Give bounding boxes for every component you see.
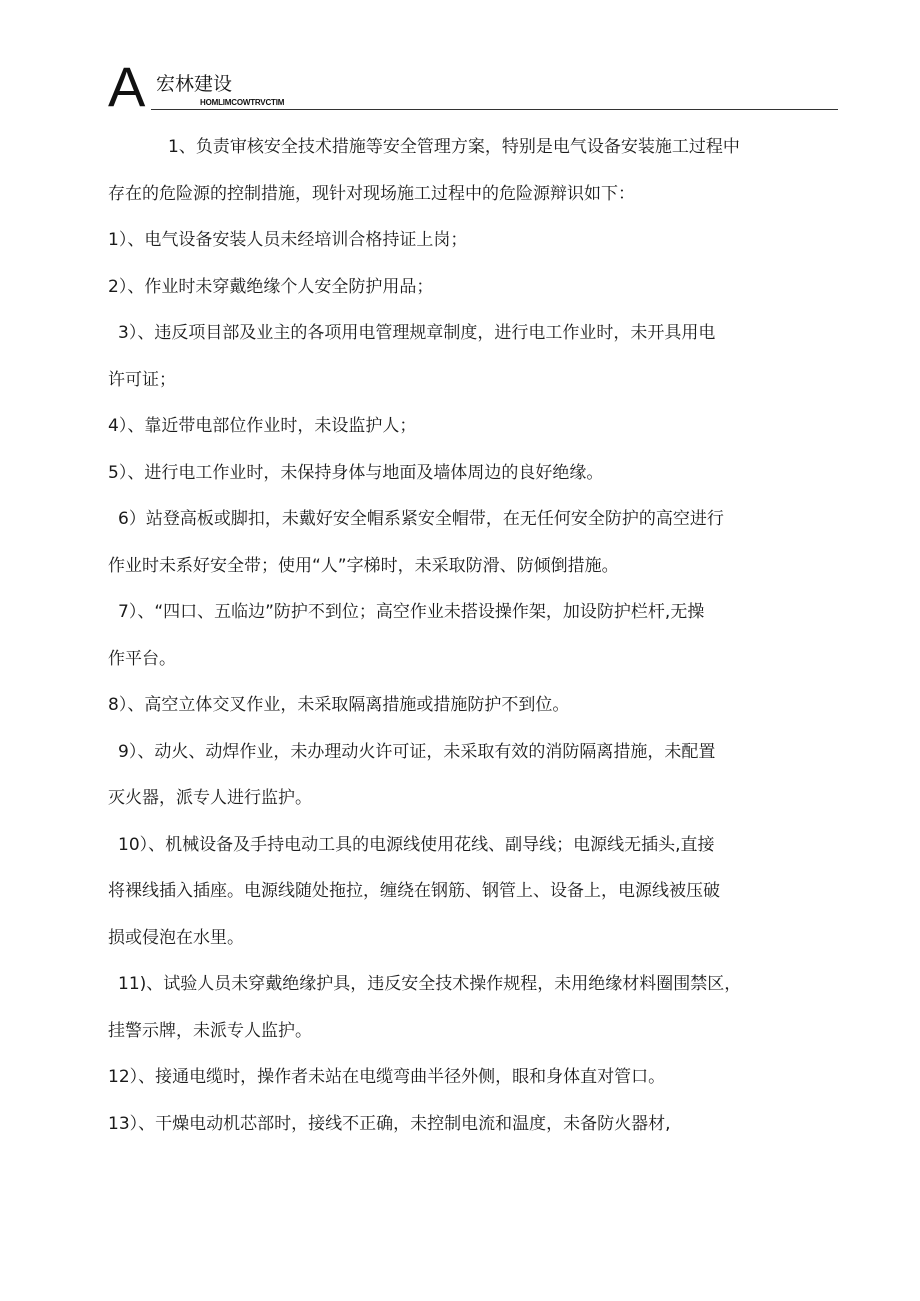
list-item: 1）、电气设备安装人员未经培训合格持证上岗； xyxy=(108,230,468,250)
list-item: 10）、机械设备及手持电动工具的电源线使用花线、副导线；电源线无插头,直接 xyxy=(118,834,715,855)
list-item: 12）、接通电缆时，操作者未站在电缆弯曲半径外侧，眼和身体直对管口。 xyxy=(108,1067,666,1087)
list-item-continuation: 挂警示牌，未派专人监护。 xyxy=(108,1020,312,1041)
header-divider xyxy=(151,109,838,110)
list-item: 7）、“四口、五临边”防护不到位；高空作业未搭设操作架，加设防护栏杆,无操 xyxy=(118,602,705,622)
list-item: 8）、高空立体交叉作业，未采取隔离措施或措施防护不到位。 xyxy=(108,695,570,715)
list-item: 6）站登高板或脚扣，未戴好安全帽系紧安全帽带，在无任何安全防护的高空进行 xyxy=(118,509,724,529)
list-item: 13）、干燥电动机芯部时，接线不正确，未控制电流和温度，未备防火器材, xyxy=(108,1113,671,1134)
list-item-continuation: 作业时未系好安全带；使用“人”字梯时，未采取防滑、防倾倒措施。 xyxy=(108,555,619,576)
company-logo: A xyxy=(108,55,146,118)
list-item-continuation: 作平台。 xyxy=(108,648,176,669)
list-item: 3）、违反项目部及业主的各项用电管理规章制度，进行电工作业时，未开具用电 xyxy=(118,323,716,343)
company-name: 宏林建设 xyxy=(156,73,233,95)
list-item-continuation: 损或侵泡在水里。 xyxy=(108,927,244,948)
list-item: 2）、作业时未穿戴绝缘个人安全防护用品； xyxy=(108,276,434,297)
list-item: 11)、试验人员未穿戴绝缘护具，违反安全技术操作规程，未用绝缘材料圈围禁区， xyxy=(118,974,742,994)
paragraph-line: 1、负责审核安全技术措施等安全管理方案，特别是电气设备安装施工过程中 xyxy=(168,137,740,157)
list-item: 9）、动火、动焊作业，未办理动火许可证，未采取有效的消防隔离措施，未配置 xyxy=(118,741,716,762)
list-item: 5）、进行电工作业时，未保持身体与地面及墙体周边的良好绝缘。 xyxy=(108,462,604,483)
list-item-continuation: 将裸线插入插座。电源线随处拖拉，缠绕在钢筋、钢管上、设备上，电源线被压破 xyxy=(108,881,720,901)
list-item-continuation: 许可证； xyxy=(108,369,176,390)
list-item-continuation: 灭火器，派专人进行监护。 xyxy=(108,788,312,808)
list-item: 4）、靠近带电部位作业时，未设监护人； xyxy=(108,416,417,436)
letterhead xyxy=(108,55,838,118)
document-body xyxy=(108,124,838,1147)
company-english-name: HOMLIMCOWTRVCTIM xyxy=(200,98,285,107)
paragraph-line: 存在的危险源的控制措施，现针对现场施工过程中的危险源辩识如下： xyxy=(108,183,635,204)
